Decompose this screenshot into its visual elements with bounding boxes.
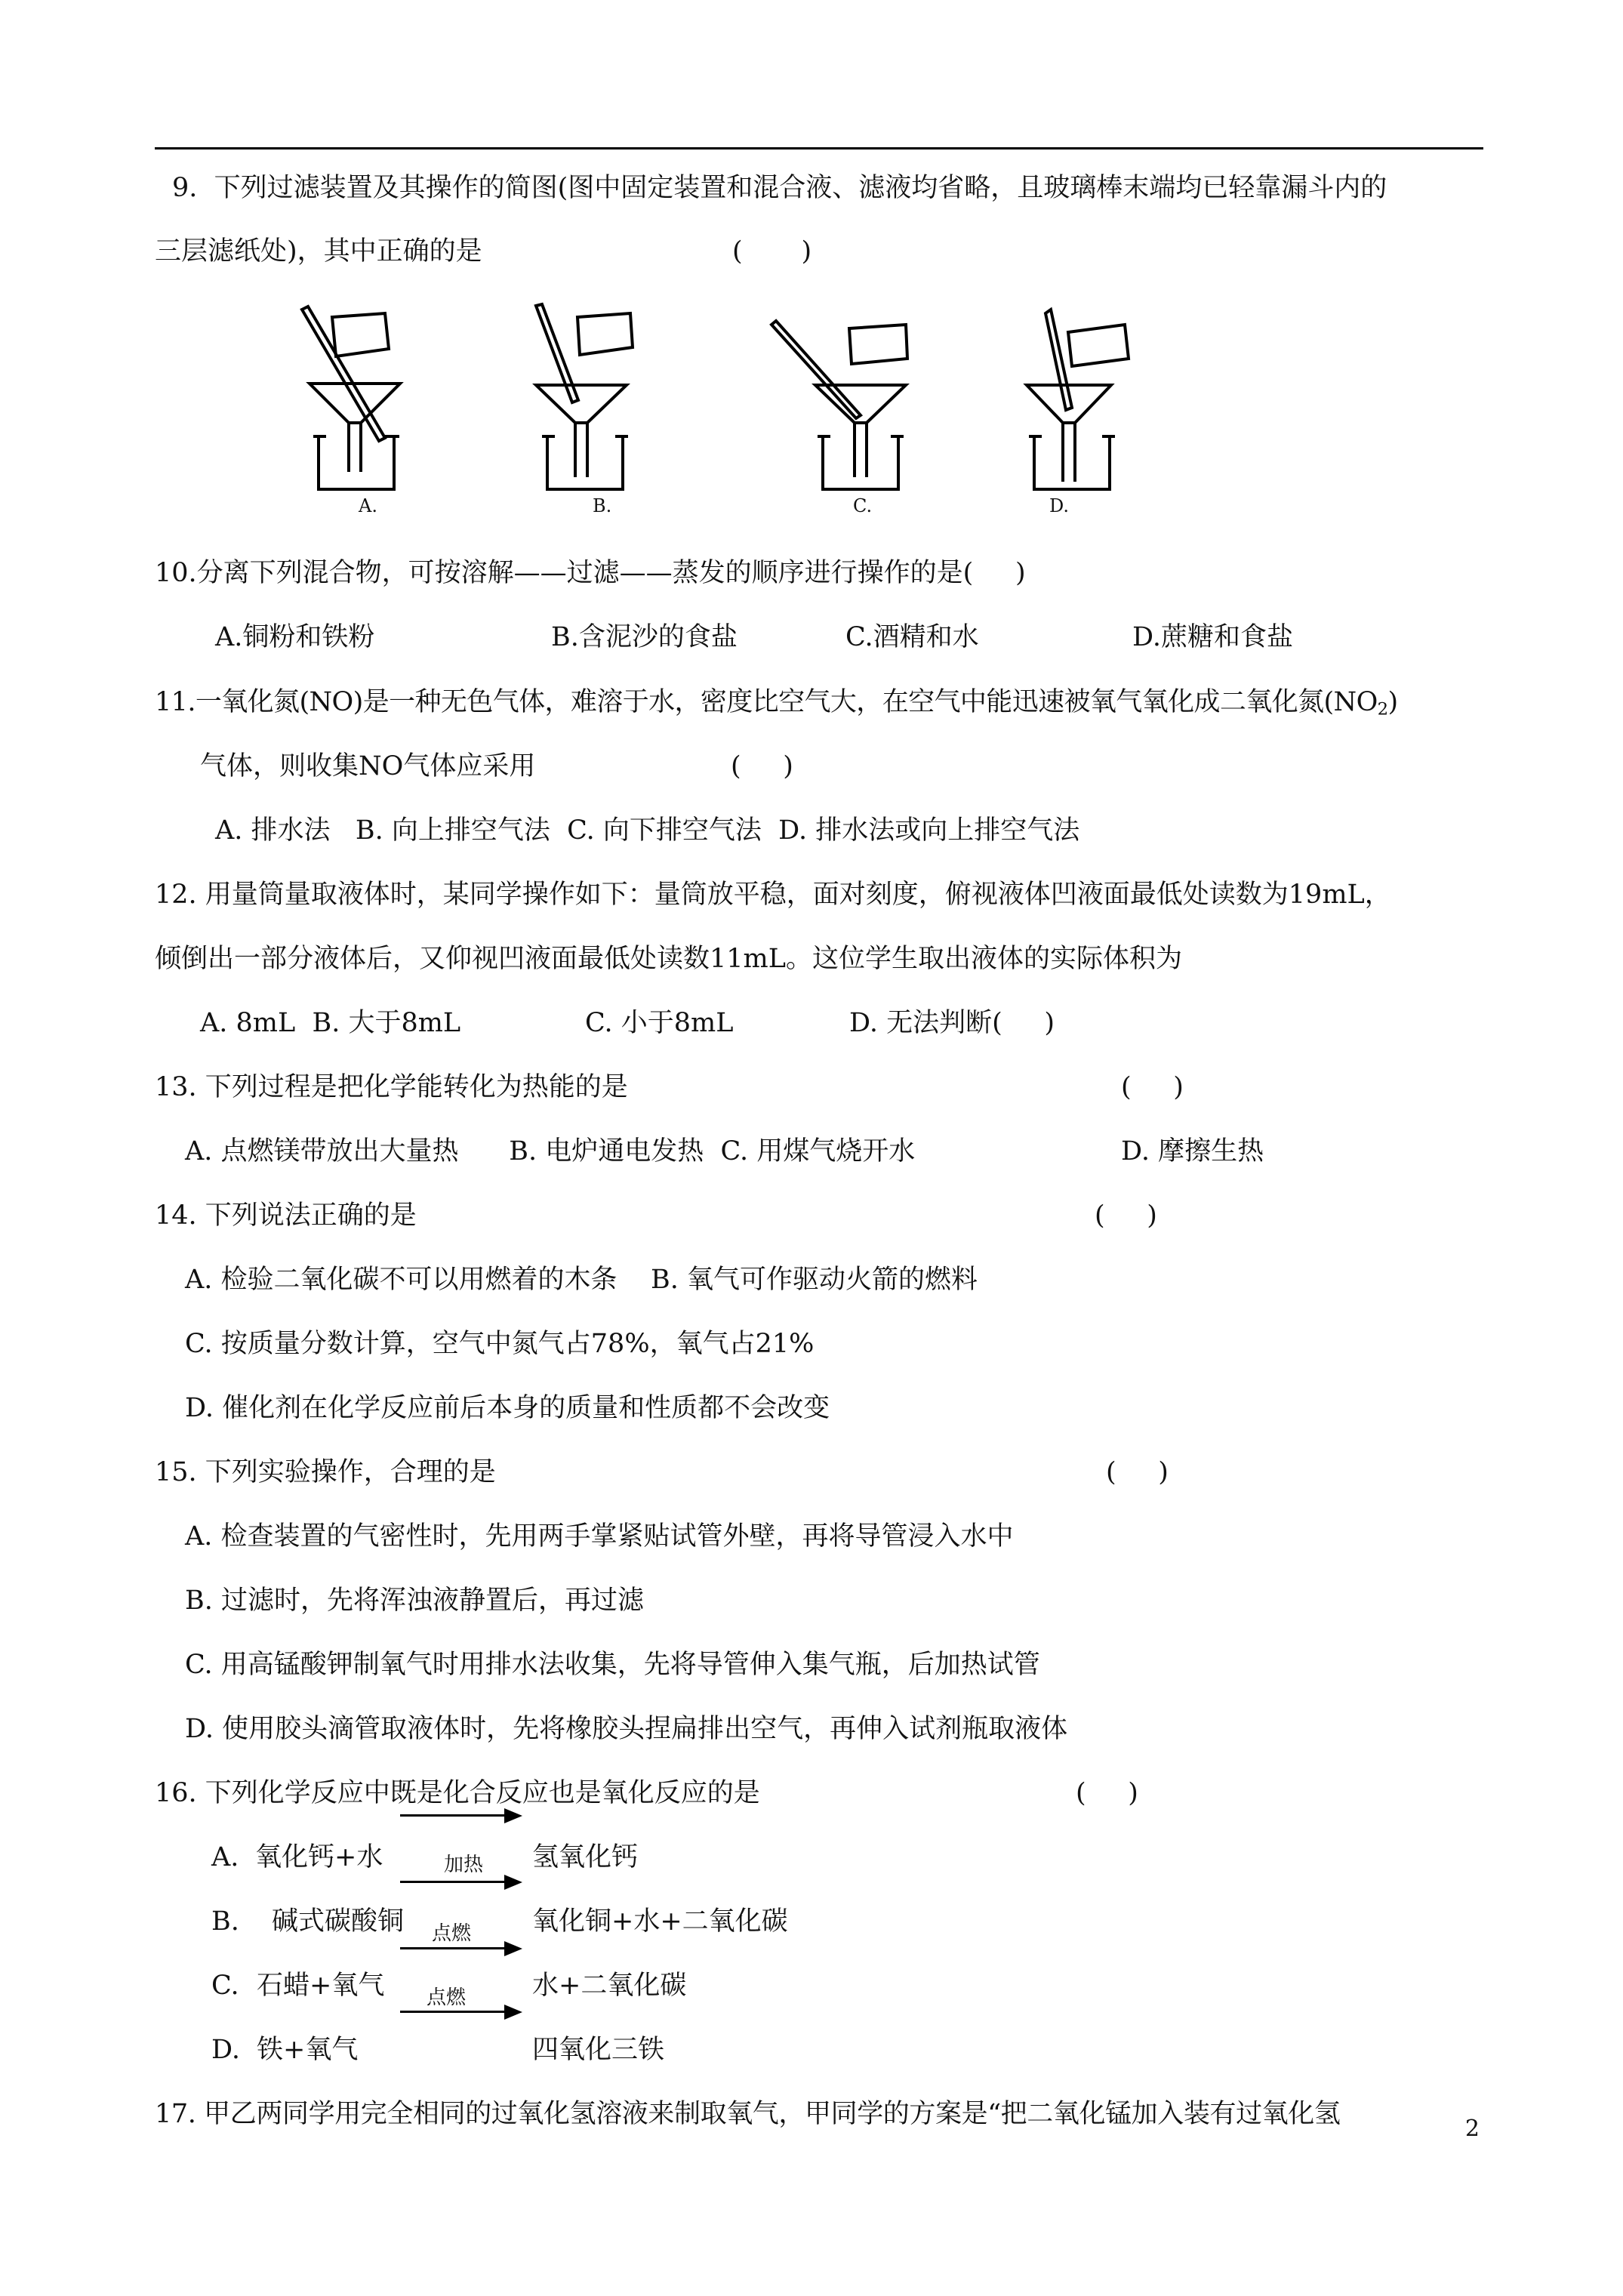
q15-answer-paren: ( ) (1106, 1457, 1169, 1487)
reaction-arrow-b (400, 1871, 521, 1894)
q12-stem-line2: 倾倒出一部分液体后，又仰视凹液面最低处读数11mL。这位学生取出液体的实际体积为 (155, 944, 1182, 974)
q15-option-a: A. 检查装置的气密性时，先用两手掌紧贴试管外壁，再将导管浸入水中 (185, 1521, 1014, 1552)
q15-option-d: D. 使用胶头滴管取液体时，先将橡胶头捏扁排出空气，再伸入试剂瓶取液体 (185, 1714, 1068, 1744)
q9-answer-paren: ( ) (732, 236, 812, 267)
q12-options-ab: A. 8mL B. 大于8mL (200, 1008, 461, 1038)
header-rule (155, 147, 1483, 149)
figure-a (302, 307, 400, 489)
reaction-arrow-c (400, 1937, 521, 1960)
q14-answer-paren: ( ) (1095, 1200, 1157, 1231)
q16-option-b-reactants: 碱式碳酸铜 (272, 1906, 405, 1937)
q15-stem: 15. 下列实验操作，合理的是 (155, 1457, 496, 1487)
q10-option-d: D.蔗糖和食盐 (1132, 622, 1293, 652)
q12-stem-line1: 12. 用量筒量取液体时，某同学操作如下：量筒放平稳，面对刻度，俯视液体凹液面最低处读数为19mL， (155, 880, 1391, 910)
q16-option-d-reactants: 铁+氧气 (257, 2035, 359, 2065)
q13-option-d: D. 摩擦生热 (1121, 1136, 1264, 1166)
q16-answer-paren: ( ) (1076, 1778, 1138, 1808)
filtration-diagram (272, 302, 1193, 529)
q16-option-b-products: 氧化铜+水+二氧化碳 (532, 1906, 788, 1937)
q10-option-b: B.含泥沙的食盐 (551, 622, 738, 652)
q16-option-d-products: 四氧化三铁 (532, 2035, 665, 2065)
q16-option-a-products: 氢氧化钙 (532, 1842, 639, 1872)
q12-option-d: D. 无法判断( ) (849, 1008, 1055, 1038)
q14-option-d: D. 催化剂在化学反应前后本身的质量和性质都不会改变 (185, 1393, 830, 1423)
reaction-condition-d: 点燃 (427, 1986, 467, 2009)
q16-option-a-reactants: 氧化钙+水 (255, 1842, 383, 1872)
q11-options: A. 排水法 B. 向上排空气法 C. 向下排空气法 D. 排水法或向上排空气法 (215, 815, 1080, 846)
q14-stem: 14. 下列说法正确的是 (155, 1200, 417, 1231)
reaction-arrow-d (400, 2001, 521, 2023)
q17-stem-line1: 17. 甲乙两同学用完全相同的过氧化氢溶液来制取氧气，甲同学的方案是“把二氧化锰加入装有过氧化氢 (155, 2099, 1341, 2129)
filtration-figures (272, 302, 1193, 529)
q16-option-d-label: D. (211, 2035, 240, 2065)
q9-stem-line1: 9. 下列过滤装置及其操作的简图(图中固定装置和混合液、滤液均省略，且玻璃棒末端均已轻靠漏斗内的 (172, 173, 1387, 203)
q13-answer-paren: ( ) (1121, 1072, 1184, 1102)
q11-stem-line1: 11.一氧化氮(NO)是一种无色气体，难溶于水，密度比空气大，在空气中能迅速被氧气氧化成二氧化氮$(NO_2)$ (155, 687, 1398, 720)
q11-stem-line2: 气体，则收集NO气体应采用 (200, 751, 536, 781)
q16-option-a-label: A. (211, 1842, 239, 1872)
q14-option-c: C. 按质量分数计算，空气中氮气占78%，氧气占21% (185, 1329, 815, 1359)
q10-stem: 10.分离下列混合物，可按溶解——过滤——蒸发的顺序进行操作的是( ) (155, 558, 1026, 588)
figure-b (536, 304, 633, 489)
page-number: 2 (1464, 2116, 1480, 2142)
q16-option-c-products: 水+二氧化碳 (532, 1971, 687, 2001)
q15-option-b: B. 过滤时，先将浑浊液静置后，再过滤 (185, 1586, 644, 1616)
figure-label-b: B. (593, 495, 612, 516)
q9-stem-line2: 三层滤纸处)，其中正确的是 (155, 236, 482, 267)
q16-option-b-label: B. (211, 1906, 239, 1937)
q11-answer-paren: ( ) (731, 751, 793, 781)
figure-d (1027, 310, 1129, 489)
q12-option-c: C. 小于8mL (585, 1008, 734, 1038)
q10-option-a: A.铜粉和铁粉 (215, 622, 375, 652)
reaction-arrow-a (400, 1804, 521, 1827)
q13-stem: 13. 下列过程是把化学能转化为热能的是 (155, 1072, 628, 1102)
reaction-condition-c: 点燃 (432, 1922, 472, 1945)
q16-option-c-reactants: 石蜡+氧气 (257, 1971, 385, 2001)
q14-options-ab: A. 检验二氧化碳不可以用燃着的木条 B. 氧气可作驱动火箭的燃料 (185, 1265, 978, 1295)
q10-option-c: C.酒精和水 (845, 622, 979, 652)
figure-label-c: C. (853, 495, 873, 516)
figure-label-d: D. (1049, 495, 1070, 516)
q13-options: A. 点燃镁带放出大量热 B. 电炉通电发热 C. 用煤气烧开水 (185, 1136, 916, 1166)
q16-stem: 16. 下列化学反应中既是化合反应也是氧化反应的是 (155, 1778, 760, 1808)
figure-c (771, 321, 907, 489)
q15-option-c: C. 用高锰酸钾制氧气时用排水法收集，先将导管伸入集气瓶，后加热试管 (185, 1650, 1040, 1680)
q16-option-c-label: C. (211, 1971, 239, 2001)
figure-label-a: A. (359, 495, 377, 516)
reaction-condition-b: 加热 (444, 1854, 484, 1876)
